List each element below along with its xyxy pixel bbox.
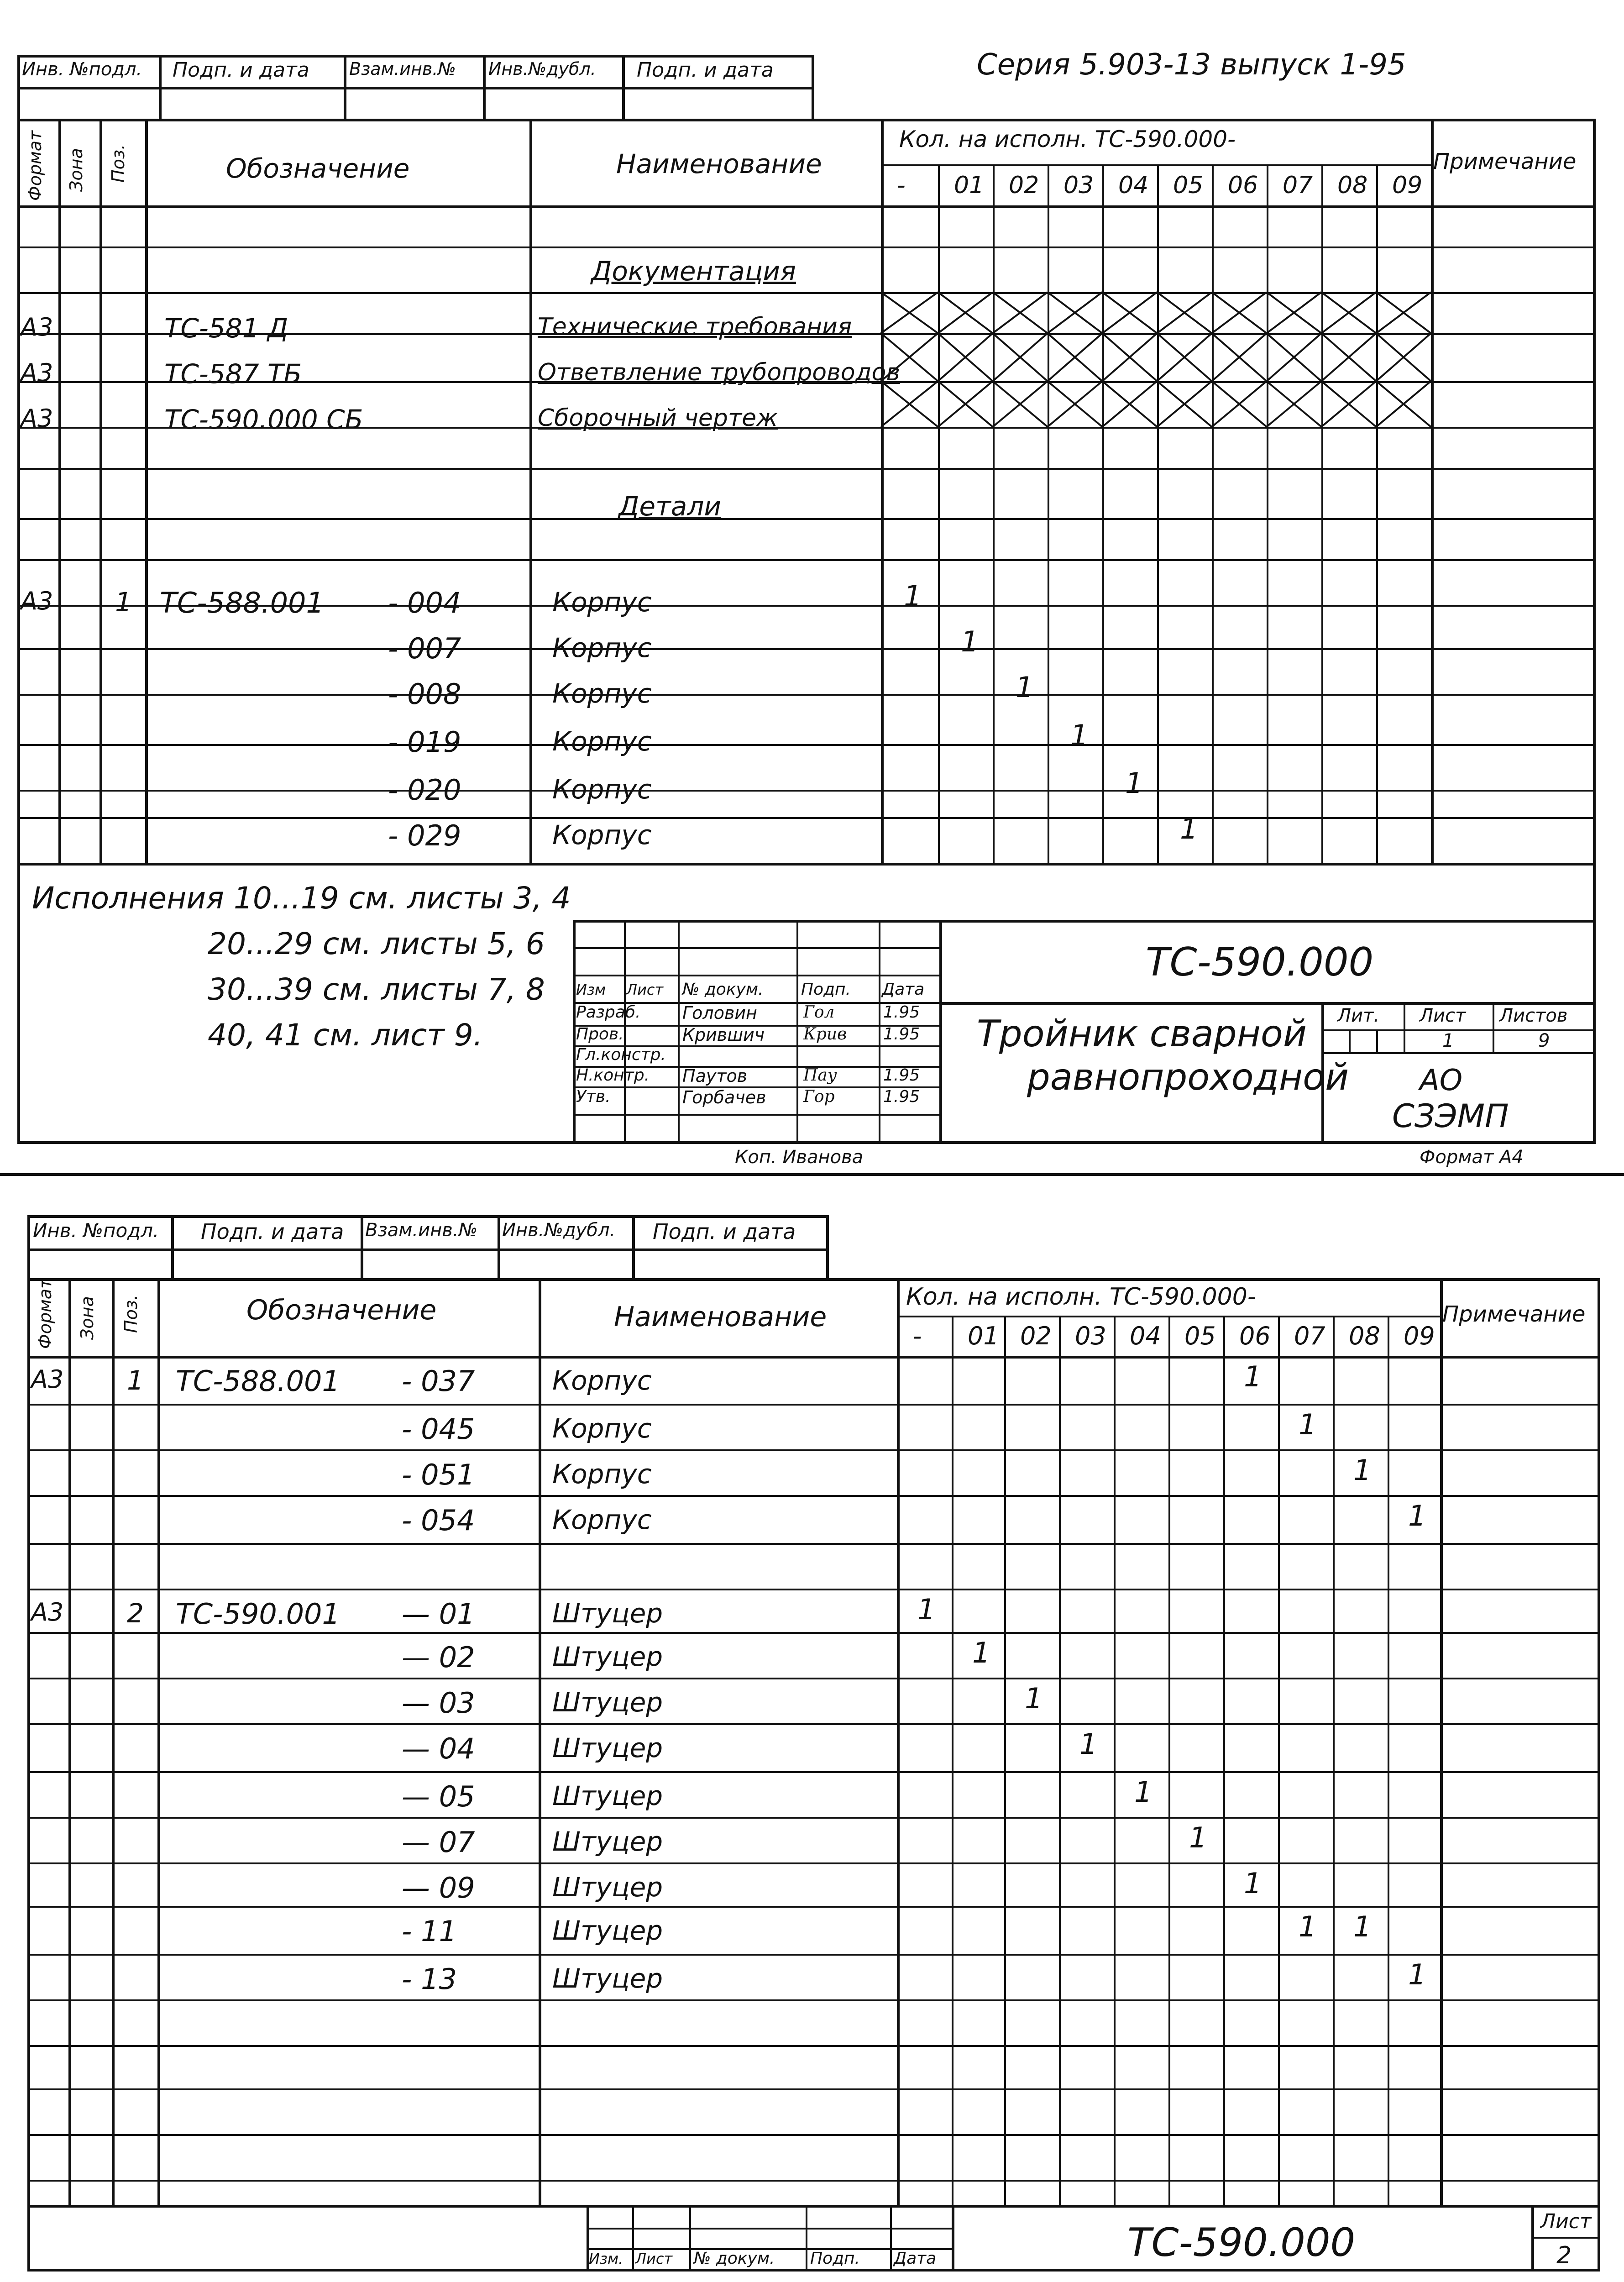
role-date: 1.95	[883, 1025, 920, 1044]
row-name: Штуцер	[552, 1963, 663, 1994]
row-name: Корпус	[552, 1458, 652, 1490]
row-qty: 1	[1125, 766, 1143, 800]
row-designation: ТС-581 Д	[164, 313, 288, 344]
row-name: Штуцер	[552, 1780, 663, 1811]
row-name: Корпус	[552, 774, 652, 805]
role-label: Разраб.	[576, 1003, 641, 1022]
role-date: 1.95	[883, 1003, 920, 1022]
role-label: Утв.	[576, 1087, 611, 1106]
doc-title: равнопроходной	[1027, 1056, 1349, 1098]
role-signature: Пау	[803, 1066, 837, 1085]
row-format: А3	[31, 1598, 64, 1626]
sheet-label: Лист	[1540, 2210, 1592, 2233]
variant-label: 03	[1075, 1322, 1106, 1350]
col-label: № докум.	[694, 2249, 775, 2268]
role-label: Гл.констр.	[576, 1045, 666, 1064]
strip-label: Инв.№дубл.	[502, 1220, 616, 1241]
row-variant-suffix: - 054	[402, 1504, 475, 1537]
col-label: Подп.	[810, 2249, 860, 2268]
role-person: Головин	[682, 1003, 757, 1023]
row-qty: 1	[1353, 1910, 1372, 1943]
col-label: Дата	[882, 980, 925, 999]
header-format: Формат	[35, 1278, 55, 1349]
sheet-value: 2	[1556, 2242, 1572, 2269]
col-label: Изм.	[589, 2250, 623, 2267]
header-designation: Обозначение	[246, 1294, 437, 1326]
variants-note-line: Исполнения 10...19 см. листы 3, 4	[32, 881, 571, 916]
row-name: Штуцер	[552, 1598, 663, 1629]
row-qty: 1	[1299, 1910, 1317, 1943]
doc-number: ТС-590.000	[1146, 939, 1374, 985]
row-variant-suffix: — 01	[402, 1597, 475, 1631]
row-name: Корпус	[552, 1365, 652, 1396]
row-variant-suffix: - 051	[402, 1458, 475, 1491]
variants-note-line: 40, 41 см. лист 9.	[208, 1018, 483, 1053]
row-format: А3	[21, 404, 53, 433]
header-note: Примечание	[1433, 149, 1577, 174]
row-variant-suffix: — 05	[402, 1780, 475, 1813]
role-person: Паутов	[682, 1066, 748, 1086]
row-pos: 1	[127, 1365, 144, 1396]
row-variant-suffix: - 11	[402, 1915, 457, 1948]
variant-label: 07	[1283, 172, 1313, 199]
row-variant-suffix: - 020	[388, 773, 461, 807]
row-name: Штуцер	[552, 1915, 663, 1946]
row-name: Штуцер	[552, 1641, 663, 1672]
row-qty: 1	[1134, 1775, 1153, 1809]
variant-label: 06	[1228, 172, 1258, 199]
variant-label: -	[897, 172, 906, 199]
series-title: Серия 5.903-13 выпуск 1-95	[977, 48, 1406, 82]
role-label: Н.контр.	[576, 1066, 650, 1085]
strip-label: Взам.инв.№	[365, 1220, 478, 1241]
row-name: Технические требования	[538, 313, 852, 341]
row-format: А3	[21, 587, 53, 615]
copied-by: Коп. Иванова	[735, 1147, 864, 1168]
row-qty: 1	[1353, 1453, 1372, 1487]
section-documentation: Документация	[591, 256, 796, 287]
row-name: Корпус	[552, 1504, 652, 1535]
row-variant-suffix: — 09	[402, 1871, 475, 1904]
row-qty: 1	[1244, 1360, 1262, 1393]
variant-label: 09	[1392, 172, 1423, 199]
header-qty-group: Кол. на исполн. ТС-590.000-	[906, 1283, 1256, 1311]
header-note: Примечание	[1442, 1301, 1586, 1327]
role-signature: Гол	[803, 1003, 835, 1022]
variants-note-line: 20...29 см. листы 5, 6	[208, 926, 545, 961]
sheet-separator	[0, 1173, 1624, 1176]
variant-label: 08	[1337, 172, 1368, 199]
row-name: Штуцер	[552, 1687, 663, 1718]
header-pos: Поз.	[121, 1294, 141, 1333]
row-qty: 1	[1025, 1682, 1043, 1715]
row-variant-suffix: — 02	[402, 1641, 475, 1674]
variant-label: 02	[1020, 1322, 1052, 1350]
row-qty: 1	[1079, 1727, 1098, 1761]
row-qty: 1	[1189, 1821, 1207, 1854]
variant-label: 01	[954, 172, 985, 199]
header-zone: Зона	[77, 1296, 97, 1340]
row-pos: 1	[115, 587, 132, 618]
org-name: АО	[1420, 1064, 1463, 1097]
row-qty: 1	[972, 1636, 990, 1669]
col-label: Дата	[894, 2249, 937, 2268]
row-variant-suffix: — 07	[402, 1826, 475, 1859]
row-name: Штуцер	[552, 1826, 663, 1857]
variant-label: 07	[1294, 1322, 1325, 1350]
header-zone: Зона	[66, 148, 86, 192]
header-name: Наименование	[614, 1301, 827, 1333]
row-variant-suffix: - 004	[388, 586, 461, 619]
header-qty-group: Кол. на исполн. ТС-590.000-	[899, 126, 1236, 152]
sheet-label: Лист	[1420, 1005, 1466, 1026]
strip-label: Подп. и дата	[653, 1219, 796, 1244]
row-variant-suffix: - 037	[402, 1364, 475, 1398]
row-name: Штуцер	[552, 1872, 663, 1903]
row-variant-suffix: - 029	[388, 819, 461, 852]
row-name: Корпус	[552, 587, 652, 618]
row-variant-suffix: - 007	[388, 632, 461, 665]
variant-label: 05	[1184, 1322, 1216, 1350]
strip-label: Подп. и дата	[173, 58, 309, 82]
strip-label: Взам.инв.№	[349, 59, 456, 79]
doc-number: ТС-590.000	[1127, 2220, 1356, 2266]
col-label: Лист	[635, 2250, 673, 2267]
header-name: Наименование	[616, 148, 822, 179]
row-qty: 1	[1299, 1408, 1317, 1441]
col-label: Лист	[626, 981, 664, 998]
row-qty: 1	[917, 1593, 936, 1626]
section-parts: Детали	[618, 491, 722, 522]
format-label: Формат А4	[1420, 1147, 1524, 1168]
variant-label: 04	[1130, 1322, 1161, 1350]
lit-label: Лит.	[1337, 1005, 1380, 1026]
row-qty: 1	[904, 579, 922, 613]
row-format: А3	[31, 1365, 64, 1394]
role-date: 1.95	[883, 1087, 920, 1106]
row-qty: 1	[1408, 1958, 1426, 1991]
row-qty: 1	[1016, 671, 1034, 704]
row-name: Ответвление трубопроводов	[538, 359, 900, 386]
variant-label: 03	[1063, 172, 1094, 199]
row-qty: 1	[1244, 1867, 1262, 1900]
row-qty: 1	[1408, 1499, 1426, 1532]
role-person: Горбачев	[682, 1087, 766, 1107]
variant-label: 05	[1173, 172, 1204, 199]
row-name: Корпус	[552, 726, 652, 757]
row-name: Корпус	[552, 678, 652, 709]
role-date: 1.95	[883, 1066, 920, 1085]
row-name: Корпус	[552, 632, 652, 663]
row-designation: ТС-587 ТБ	[164, 358, 302, 389]
row-format: А3	[21, 313, 53, 341]
strip-label: Подп. и дата	[637, 58, 774, 82]
row-qty: 1	[961, 625, 979, 658]
variant-label: 06	[1239, 1322, 1271, 1350]
header-format: Формат	[25, 130, 45, 201]
role-signature: Гор	[803, 1087, 835, 1106]
role-signature: Крив	[803, 1025, 847, 1044]
strip-label: Подп. и дата	[201, 1219, 344, 1244]
col-label: Подп.	[801, 980, 851, 999]
header-pos: Поз.	[108, 144, 128, 183]
row-name: Штуцер	[552, 1732, 663, 1763]
sheets-value: 9	[1538, 1030, 1550, 1051]
row-name: Корпус	[552, 819, 652, 850]
row-designation: ТС-590.000 СБ	[164, 404, 363, 435]
role-person: Крившич	[682, 1025, 765, 1045]
sheets-label: Листов	[1499, 1005, 1568, 1026]
row-variant-suffix: — 04	[402, 1732, 475, 1765]
sheet-value: 1	[1442, 1030, 1454, 1051]
row-designation: ТС-588.001	[160, 586, 324, 619]
row-variant-suffix: - 008	[388, 677, 461, 711]
header-designation: Обозначение	[226, 153, 410, 184]
org-name: СЗЭМП	[1392, 1097, 1509, 1135]
variant-label: 08	[1349, 1322, 1380, 1350]
row-designation: ТС-590.001	[176, 1597, 340, 1631]
row-variant-suffix: - 13	[402, 1962, 457, 1996]
role-label: Пров.	[576, 1025, 624, 1044]
row-qty: 1	[1070, 719, 1089, 752]
variant-label: 09	[1404, 1322, 1435, 1350]
variant-label: -	[913, 1322, 922, 1350]
row-variant-suffix: - 045	[402, 1412, 475, 1446]
strip-label: Инв. №подл.	[22, 59, 142, 80]
row-format: А3	[21, 358, 53, 387]
row-name: Сборочный чертеж	[538, 404, 778, 432]
variant-label: 04	[1118, 172, 1149, 199]
variant-label: 01	[968, 1322, 999, 1350]
variants-note-line: 30...39 см. листы 7, 8	[208, 972, 545, 1007]
col-label: № докум.	[682, 980, 764, 999]
row-pos: 2	[127, 1598, 144, 1629]
row-variant-suffix: — 03	[402, 1686, 475, 1720]
strip-label: Инв. №подл.	[33, 1219, 159, 1242]
row-variant-suffix: - 019	[388, 725, 461, 759]
doc-title: Тройник сварной	[977, 1012, 1307, 1055]
col-label: Изм	[576, 981, 606, 998]
row-name: Корпус	[552, 1413, 652, 1444]
strip-label: Инв.№дубл.	[488, 59, 596, 79]
row-designation: ТС-588.001	[176, 1364, 340, 1398]
row-qty: 1	[1180, 812, 1198, 845]
variant-label: 02	[1009, 172, 1039, 199]
